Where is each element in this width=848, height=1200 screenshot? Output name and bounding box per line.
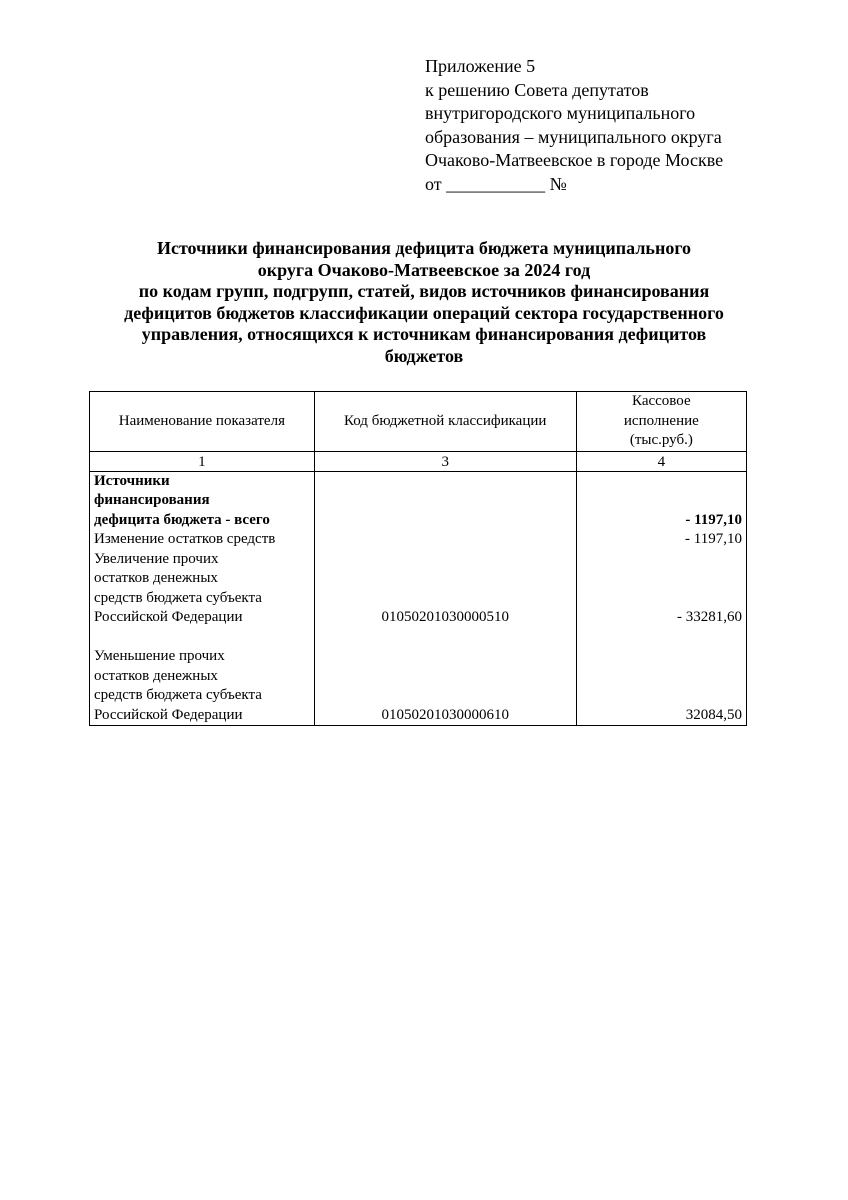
appendix-line: к решению Совета депутатов <box>425 79 649 100</box>
header-amount <box>576 392 746 452</box>
row-total-name: Источники <box>94 472 170 489</box>
appendix-line: внутригородского муниципального <box>425 103 696 123</box>
header-name: Наименование показателя <box>90 392 315 452</box>
row-increase-name: остатков денежных <box>94 570 218 586</box>
row-increase-name: Увеличение прочих <box>94 550 219 567</box>
row-increase-code: 01050201030000510 <box>381 609 509 625</box>
row-increase-amount: - 33281,60 <box>677 609 742 625</box>
name-column-cell <box>90 471 315 726</box>
row-decrease-amount: 32084,50 <box>685 706 742 723</box>
appendix-line: Очаково-Матвеевское в городе Москве <box>425 150 724 170</box>
header-amount-line: исполнение <box>623 412 699 429</box>
row-decrease-name: Российской Федерации <box>94 706 243 723</box>
title-line: по кодам групп, подгрупп, статей, видов источников финансирования <box>138 281 710 301</box>
row-decrease-name: средств бюджета субъекта <box>94 687 262 703</box>
financing-sources-table <box>89 391 747 726</box>
row-change-name: Изменение остатков средств <box>94 531 276 547</box>
table-body-row <box>90 471 747 726</box>
row-increase-name: средств бюджета субъекта <box>94 589 262 606</box>
column-number: 1 <box>90 451 315 471</box>
column-numbers-row <box>90 451 747 471</box>
header-amount-line: Кассовое <box>632 393 691 409</box>
appendix-line: Приложение 5 <box>425 56 536 76</box>
row-increase-name: Российской Федерации <box>94 609 243 625</box>
title-line: управления, относящихся к источникам финансирования дефицитов <box>141 324 707 344</box>
title-line: округа Очаково-Матвеевское за 2024 год <box>257 259 591 280</box>
column-number: 3 <box>314 451 576 471</box>
column-number: 4 <box>576 451 746 471</box>
row-decrease-name: Уменьшение прочих <box>94 648 225 664</box>
row-change-amount: - 1197,10 <box>685 531 742 547</box>
document-title <box>60 238 788 367</box>
row-decrease-code: 01050201030000610 <box>381 706 509 723</box>
row-total-amount: - 1197,10 <box>685 511 742 528</box>
appendix-block <box>425 55 835 196</box>
amount-column-cell <box>576 471 746 726</box>
appendix-line: образования – муниципального округа <box>425 126 722 147</box>
row-total-name: финансирования <box>94 492 210 508</box>
row-total-name: дефицита бюджета - всего <box>94 511 270 528</box>
title-line: Источники финансирования дефицита бюджета муниципального <box>156 238 692 258</box>
header-amount-line: (тыс.руб.) <box>629 432 693 448</box>
table-header-row <box>90 392 747 452</box>
code-column-cell <box>314 471 576 726</box>
title-line: бюджетов <box>384 345 464 366</box>
title-line: дефицитов бюджетов классификации операций сектора государственного <box>124 302 724 323</box>
header-code: Код бюджетной классификации <box>314 392 576 452</box>
row-decrease-name: остатков денежных <box>94 667 218 684</box>
appendix-line: от ___________ № <box>425 173 567 194</box>
spacer <box>90 628 314 648</box>
